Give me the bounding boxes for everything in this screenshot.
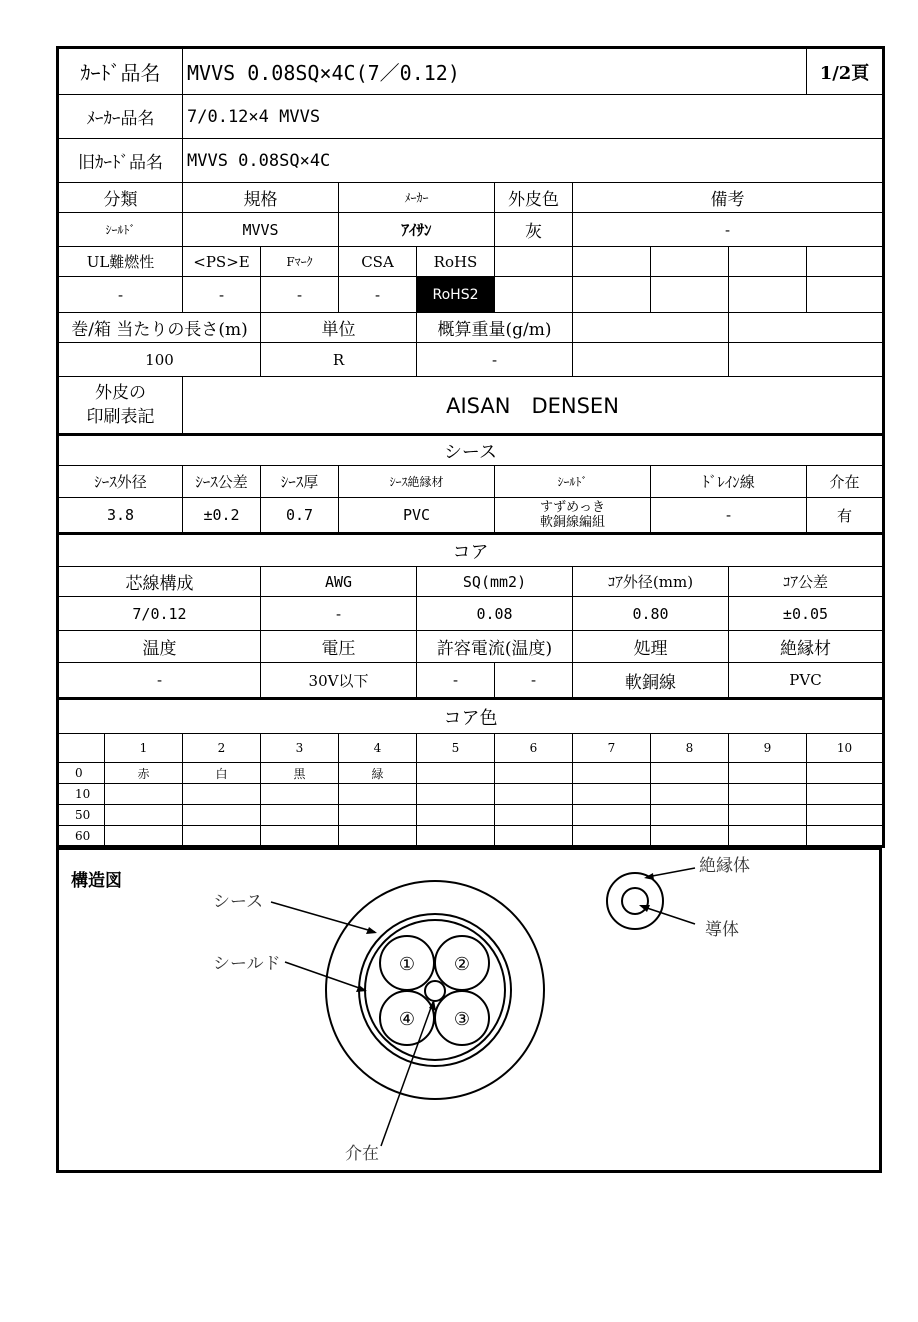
unit-value: R <box>261 343 417 377</box>
color-cell <box>417 826 495 847</box>
core-mark: ④ <box>398 1009 416 1030</box>
sheath-value: PVC <box>339 498 495 534</box>
color-row-label: 60 <box>58 826 105 847</box>
insulator-label: 絶縁体 <box>699 856 750 876</box>
core-value: - <box>495 663 573 699</box>
color-cell <box>729 784 807 805</box>
insulator-leader <box>647 868 695 877</box>
sheath-header: ｼｰｽ厚 <box>261 466 339 498</box>
color-cell <box>807 805 884 826</box>
color-row <box>58 805 884 826</box>
spec-value: 灰 <box>495 213 573 247</box>
color-row <box>58 826 884 847</box>
color-cell <box>183 784 261 805</box>
color-cell <box>495 784 573 805</box>
rohs-badge: RoHS2 <box>417 277 495 313</box>
color-cell <box>261 805 339 826</box>
color-row <box>58 784 884 805</box>
core-mark: ② <box>453 954 471 975</box>
cert-value: - <box>58 277 183 313</box>
conductor-leader <box>641 906 695 924</box>
core-header: ｺｱ外径(mm) <box>573 567 729 597</box>
core-value: 30V以下 <box>261 663 417 699</box>
color-col-header: 8 <box>651 734 729 763</box>
length-header: 巻/箱 当たりの長さ(m) <box>58 313 261 343</box>
color-cell <box>339 826 417 847</box>
maker-part-value: 7/0.12×4 MVVS <box>183 95 884 139</box>
color-cell <box>729 826 807 847</box>
core-header: 許容電流(温度) <box>417 631 573 663</box>
color-cell <box>105 826 183 847</box>
structure-diagram <box>56 848 882 1173</box>
color-col-header: 1 <box>105 734 183 763</box>
arrow-icon <box>366 927 377 934</box>
print-value: AISAN DENSEN <box>183 377 884 435</box>
shield-circle <box>359 914 511 1066</box>
color-col-header: 7 <box>573 734 651 763</box>
color-cell <box>339 805 417 826</box>
core-header: 絶縁材 <box>729 631 884 663</box>
cert-header: Fﾏｰｸ <box>261 247 339 277</box>
shield-value-line1: すずめっき <box>539 500 605 515</box>
color-cell <box>261 784 339 805</box>
card-name-value: MVVS 0.08SQ×4C(7／0.12) <box>183 48 807 95</box>
color-cell <box>417 763 495 784</box>
core-value: 0.80 <box>573 597 729 631</box>
sheath-leader <box>271 902 375 932</box>
core-value: - <box>58 663 261 699</box>
color-cell <box>807 784 884 805</box>
spec-value: - <box>573 213 884 247</box>
core-header: 温度 <box>58 631 261 663</box>
color-cell <box>573 826 651 847</box>
sheath-header: ｼｰｽ絶縁材 <box>339 466 495 498</box>
cert-header: UL難燃性 <box>58 247 183 277</box>
color-col-header: 9 <box>729 734 807 763</box>
sheath-header: ﾄﾞﾚｲﾝ線 <box>651 466 807 498</box>
filler-label: 介在 <box>345 1144 379 1164</box>
filler-circle <box>425 981 445 1001</box>
core-color-title: コア色 <box>58 699 884 734</box>
color-cell: 白 <box>183 763 261 784</box>
sheath-value: 3.8 <box>58 498 183 534</box>
print-label-line1: 外皮の <box>95 383 146 403</box>
color-row-label: 10 <box>58 784 105 805</box>
spec-table <box>56 46 885 848</box>
color-cell <box>417 784 495 805</box>
page-number: 1/2頁 <box>807 48 884 95</box>
color-cell <box>183 826 261 847</box>
color-cell: 緑 <box>339 763 417 784</box>
spec-header: 規格 <box>183 183 339 213</box>
cert-value: - <box>261 277 339 313</box>
color-cell <box>651 805 729 826</box>
spec-value: MVVS <box>183 213 339 247</box>
color-cell <box>495 805 573 826</box>
color-col-header: 2 <box>183 734 261 763</box>
shield-value <box>495 498 651 534</box>
color-row <box>58 763 884 784</box>
color-cell <box>105 784 183 805</box>
insulator-circle <box>607 873 663 929</box>
cert-value: - <box>339 277 417 313</box>
color-cell <box>183 805 261 826</box>
color-cell <box>807 826 884 847</box>
core-header: 芯線構成 <box>58 567 261 597</box>
core-header: ｺｱ公差 <box>729 567 884 597</box>
diagram-title: 構造図 <box>71 871 122 891</box>
color-cell <box>729 763 807 784</box>
color-cell <box>651 826 729 847</box>
color-cell: 黒 <box>261 763 339 784</box>
weight-value: - <box>417 343 573 377</box>
weight-header: 概算重量(g/m) <box>417 313 573 343</box>
color-cell <box>651 763 729 784</box>
sheath-value: ±0.2 <box>183 498 261 534</box>
sheath-value: 0.7 <box>261 498 339 534</box>
color-col-header: 3 <box>261 734 339 763</box>
old-card-name-value: MVVS 0.08SQ×4C <box>183 139 884 183</box>
color-cell <box>729 805 807 826</box>
sheath-value: 有 <box>807 498 884 534</box>
print-label <box>58 377 183 435</box>
color-cell: 赤 <box>105 763 183 784</box>
color-row-label: 0 <box>58 763 105 784</box>
spec-header: 備考 <box>573 183 884 213</box>
maker-part-label: ﾒｰｶｰ品名 <box>58 95 183 139</box>
color-cell <box>495 763 573 784</box>
sheath-header: ｼｰｽ公差 <box>183 466 261 498</box>
core-header: 電圧 <box>261 631 417 663</box>
color-cell <box>261 826 339 847</box>
core-title: コア <box>58 534 884 567</box>
color-cell <box>573 805 651 826</box>
core-value: 0.08 <box>417 597 573 631</box>
core-header: AWG <box>261 567 417 597</box>
conductor-circle <box>622 888 648 914</box>
color-col-header: 5 <box>417 734 495 763</box>
sheath-label: シース <box>213 892 264 912</box>
core-mark: ③ <box>453 1009 471 1030</box>
sheath-header: ｼｰﾙﾄﾞ <box>495 466 651 498</box>
cable-spec-sheet <box>56 46 882 1173</box>
color-cell <box>495 826 573 847</box>
sheath-header: ｼｰｽ外径 <box>58 466 183 498</box>
spec-value: ｼｰﾙﾄﾞ <box>58 213 183 247</box>
core-value: - <box>261 597 417 631</box>
conductor-label: 導体 <box>705 920 739 940</box>
color-cell <box>573 763 651 784</box>
core-value: ±0.05 <box>729 597 884 631</box>
inner-circle <box>365 920 505 1060</box>
spec-header: 外皮色 <box>495 183 573 213</box>
unit-header: 単位 <box>261 313 417 343</box>
color-cell <box>807 763 884 784</box>
color-cell <box>417 805 495 826</box>
core-value: 軟銅線 <box>573 663 729 699</box>
structure-drawing <box>59 850 879 1170</box>
spec-header: 分類 <box>58 183 183 213</box>
core-value: 7/0.12 <box>58 597 261 631</box>
shield-leader <box>285 962 365 990</box>
sheath-header: 介在 <box>807 466 884 498</box>
color-cell <box>339 784 417 805</box>
color-col-header: 10 <box>807 734 884 763</box>
length-value: 100 <box>58 343 261 377</box>
print-label-line2: 印刷表記 <box>86 407 155 427</box>
color-col-header: 6 <box>495 734 573 763</box>
cert-header: CSA <box>339 247 417 277</box>
card-name-label: ｶｰﾄﾞ品名 <box>58 48 183 95</box>
sheath-title: シース <box>58 435 884 466</box>
shield-value-line2: 軟銅線編組 <box>539 515 605 530</box>
core-color-rows <box>58 763 884 847</box>
sheath-value: - <box>651 498 807 534</box>
color-cell <box>573 784 651 805</box>
cert-header: RoHS <box>417 247 495 277</box>
core-header: SQ(mm2) <box>417 567 573 597</box>
core-header: 処理 <box>573 631 729 663</box>
color-cell <box>105 805 183 826</box>
core-value: - <box>417 663 495 699</box>
old-card-name-label: 旧ｶｰﾄﾞ品名 <box>58 139 183 183</box>
cert-value: - <box>183 277 261 313</box>
cert-header: <PS>E <box>183 247 261 277</box>
core-value: PVC <box>729 663 884 699</box>
color-col-header: 4 <box>339 734 417 763</box>
core-mark: ① <box>398 954 416 975</box>
color-row-label: 50 <box>58 805 105 826</box>
color-cell <box>651 784 729 805</box>
spec-header: ﾒｰｶｰ <box>339 183 495 213</box>
spec-value: ｱｲｻﾝ <box>339 213 495 247</box>
shield-label: シールド <box>213 954 281 974</box>
